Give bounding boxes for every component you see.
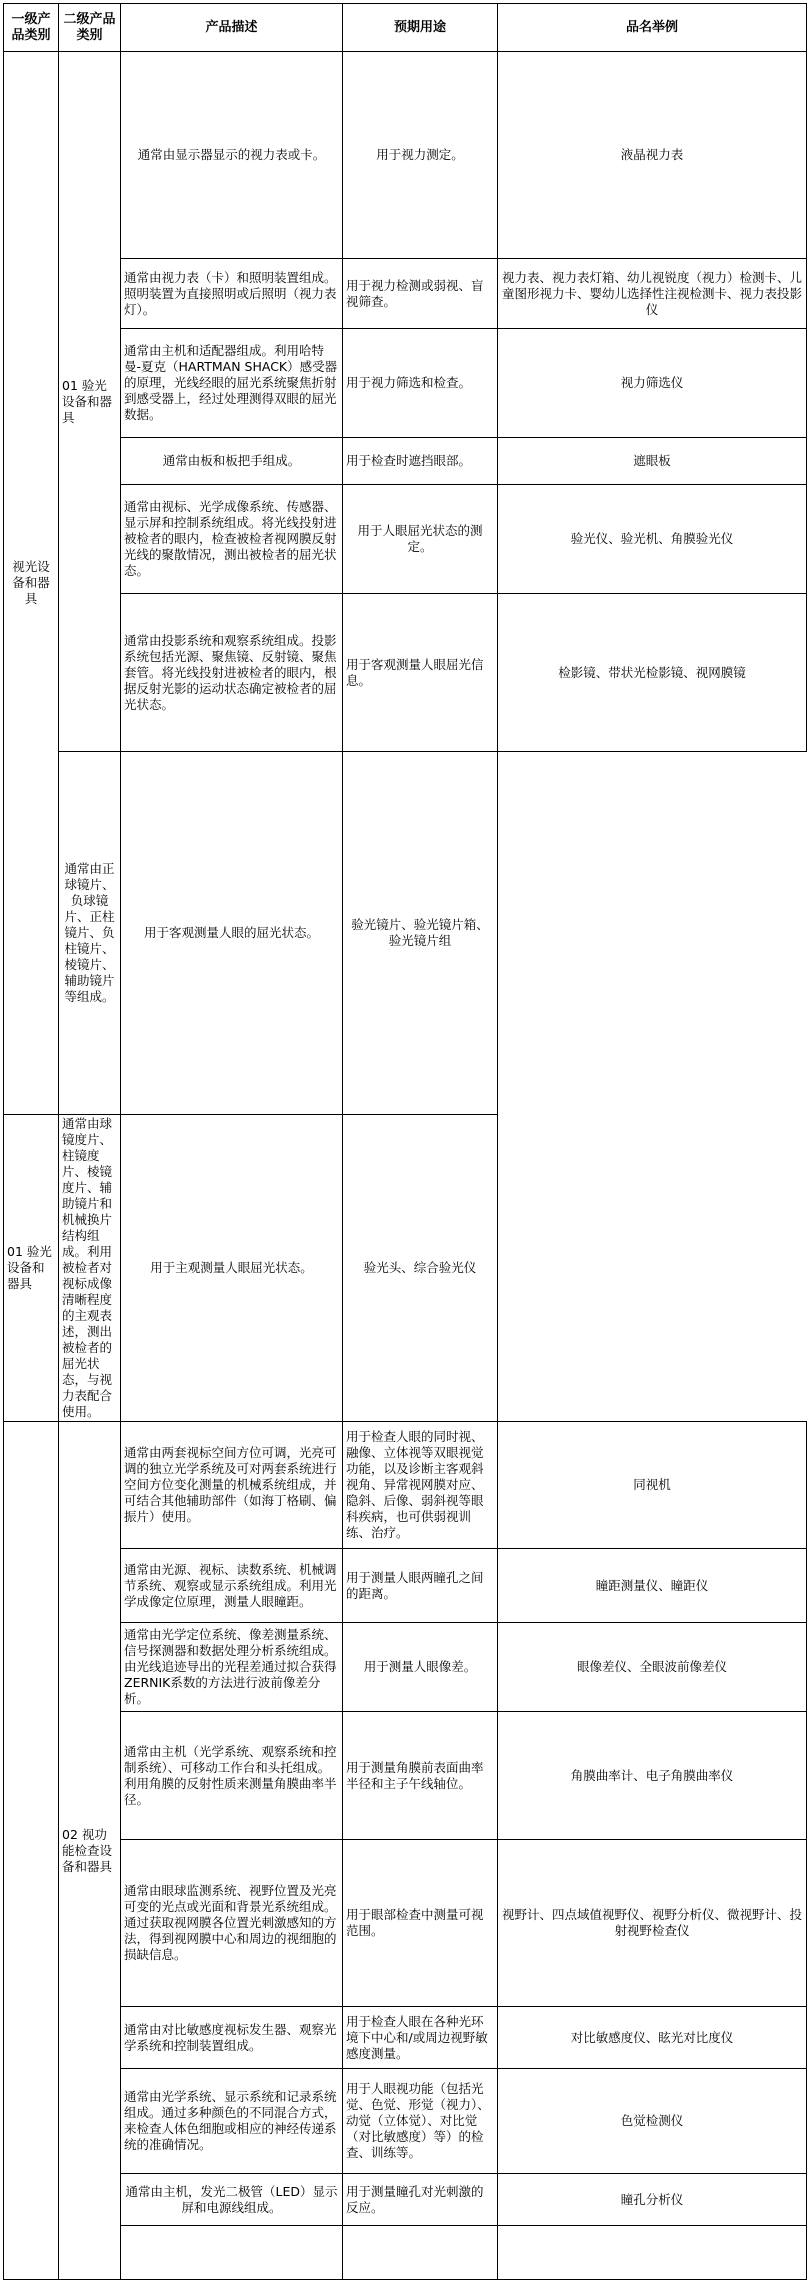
header-examples: 品名举例 (498, 4, 807, 52)
table-row (4, 2174, 807, 2226)
table-row (4, 259, 807, 329)
use-cell: 用于客观测量人眼的屈光状态。 (121, 752, 343, 1115)
examples-cell: 同视机 (498, 1422, 807, 1549)
table-row (4, 752, 807, 1115)
use-cell: 用于人眼视功能（包括光觉、色觉、形觉（视力）、动觉（立体觉）、对比觉（对比敏感度）等）的检查、训练等。 (343, 2069, 498, 2174)
use-cell: 用于检查时遮挡眼部。 (343, 438, 498, 485)
desc-cell: 通常由两套视标空间方位可调，光亮可调的独立光学系统及可对两套系统进行空间方位变化测量的机械系统组成，并可结合其他辅助部件（如海丁格刷、偏振片）使用。 (121, 1422, 343, 1549)
table-row (4, 1712, 807, 1840)
use-cell: 用于检查人眼的同时视、融像、立体视等双眼视觉功能，以及诊断主客观斜视角、异常视网膜对应、隐斜、后像、弱斜视等眼科疾病，也可供弱视训练、治疗。 (343, 1422, 498, 1549)
table-row (4, 1115, 807, 1422)
desc-cell: 通常由眼球监测系统、视野位置及光亮可变的光点或光面和背景光系统组成。通过获取视网膜各位置光刺激感知的方法，得到视网膜中心和周边的视细胞的损缺信息。 (121, 1840, 343, 2007)
desc-cell: 通常由主机和适配器组成。利用哈特曼-夏克（HARTMAN SHACK）感受器的原理，光线经眼的屈光系统聚焦折射到感受器上，经过处理测得双眼的屈光数据。 (121, 329, 343, 438)
header-description: 产品描述 (121, 4, 343, 52)
desc-cell: 通常由板和板把手组成。 (121, 438, 343, 485)
use-cell: 用于客观测量人眼屈光信息。 (343, 594, 498, 752)
examples-cell: 验光仪、验光机、角膜验光仪 (498, 485, 807, 594)
group-cell: 02 视功能检查设备和器具 (59, 1422, 121, 2280)
examples-cell: 对比敏感度仪、眩光对比度仪 (498, 2007, 807, 2069)
desc-cell (121, 2226, 343, 2280)
examples-cell: 瞳孔分析仪 (498, 2174, 807, 2226)
use-cell: 用于视力筛选和检查。 (343, 329, 498, 438)
use-cell: 用于测量人眼像差。 (343, 1623, 498, 1712)
level1-cell: 视光设备和器具 (4, 52, 59, 1115)
desc-cell: 通常由光学定位系统、像差测量系统、信号探测器和数据处理分析系统组成。由光线追迹导出的光程差通过拟合获得ZERNIK系数的方法进行波前像差分析。 (121, 1623, 343, 1712)
table-row (4, 2007, 807, 2069)
desc-cell: 通常由正球镜片、负球镜片、正柱镜片、负柱镜片、棱镜片、辅助镜片等组成。 (59, 752, 121, 1115)
table-row (4, 1623, 807, 1712)
table-row (4, 2226, 807, 2280)
desc-cell: 通常由主机（光学系统、观察系统和控制系统）、可移动工作台和头托组成。利用角膜的反射性质来测量角膜曲率半径。 (121, 1712, 343, 1840)
desc-cell: 通常由投影系统和观察系统组成。投影系统包括光源、聚焦镜、反射镜、聚焦套管。将光线投射进被检者的眼内，根据反射光影的运动状态确定被检者的屈光状态。 (121, 594, 343, 752)
examples-cell: 液晶视力表 (498, 52, 807, 259)
examples-cell: 色觉检测仪 (498, 2069, 807, 2174)
table-row (4, 438, 807, 485)
table-row (4, 329, 807, 438)
examples-cell: 视野计、四点域值视野仪、视野分析仪、微视野计、投射视野检查仪 (498, 1840, 807, 2007)
use-cell: 用于主观测量人眼屈光状态。 (121, 1115, 343, 1422)
table-row (4, 1840, 807, 2007)
examples-cell: 验光头、综合验光仪 (343, 1115, 498, 1422)
table-row (4, 52, 807, 259)
group-cell: 01 验光设备和器具 (4, 1115, 59, 1422)
examples-cell: 遮眼板 (498, 438, 807, 485)
examples-cell: 视力筛选仪 (498, 329, 807, 438)
catalog-table (3, 3, 807, 2280)
use-cell: 用于眼部检查中测量可视范围。 (343, 1840, 498, 2007)
header-level2: 二级产品类别 (59, 4, 121, 52)
examples-cell: 眼像差仪、全眼波前像差仪 (498, 1623, 807, 1712)
examples-cell: 瞳距测量仪、瞳距仪 (498, 1549, 807, 1623)
desc-cell: 通常由视标、光学成像系统、传感器、显示屏和控制系统组成。将光线投射进被检者的眼内，检查被检者视网膜反射光线的聚散情况，测出被检者的屈光状态。 (121, 485, 343, 594)
header-level1: 一级产品类别 (4, 4, 59, 52)
examples-cell (498, 2226, 807, 2280)
desc-cell: 通常由球镜度片、柱镜度片、棱镜度片、辅助镜片和机械换片结构组成。利用被检者对视标成像清晰程度的主观表述，测出被检者的屈光状态，与视力表配合使用。 (59, 1115, 121, 1422)
use-cell: 用于检查人眼在各种光环境下中心和/或周边视野敏感度测量。 (343, 2007, 498, 2069)
use-cell: 用于视力检测或弱视、盲视筛查。 (343, 259, 498, 329)
table-row (4, 2069, 807, 2174)
desc-cell: 通常由主机，发光二极管（LED）显示屏和电源线组成。 (121, 2174, 343, 2226)
desc-cell: 通常由光源、视标、读数系统、机械调节系统、观察或显示系统组成。利用光学成像定位原理，测量人眼瞳距。 (121, 1549, 343, 1623)
table-row (4, 1422, 807, 1549)
examples-cell: 验光镜片、验光镜片箱、验光镜片组 (343, 752, 498, 1115)
desc-cell: 通常由对比敏感度视标发生器、观察光学系统和控制装置组成。 (121, 2007, 343, 2069)
table-row (4, 485, 807, 594)
table-row (4, 1549, 807, 1623)
use-cell (343, 2226, 498, 2280)
table-row (4, 594, 807, 752)
desc-cell: 通常由显示器显示的视力表或卡。 (121, 52, 343, 259)
desc-cell: 通常由视力表（卡）和照明装置组成。照明装置为直接照明或后照明（视力表灯）。 (121, 259, 343, 329)
examples-cell: 角膜曲率计、电子角膜曲率仪 (498, 1712, 807, 1840)
examples-cell: 视力表、视力表灯箱、幼儿视锐度（视力）检测卡、儿童图形视力卡、婴幼儿选择性注视检测卡、视力表投影仪 (498, 259, 807, 329)
group-cell: 01 验光设备和器具 (59, 52, 121, 752)
header-row (4, 4, 807, 52)
use-cell: 用于人眼屈光状态的测定。 (343, 485, 498, 594)
header-intended-use: 预期用途 (343, 4, 498, 52)
examples-cell: 检影镜、带状光检影镜、视网膜镜 (498, 594, 807, 752)
use-cell: 用于视力测定。 (343, 52, 498, 259)
desc-cell: 通常由光学系统、显示系统和记录系统组成。通过多种颜色的不同混合方式，来检查人体色细胞或相应的神经传递系统的准确情况。 (121, 2069, 343, 2174)
level1-cell-continued (4, 1422, 59, 2280)
use-cell: 用于测量人眼两瞳孔之间的距离。 (343, 1549, 498, 1623)
use-cell: 用于测量角膜前表面曲率半径和主子午线轴位。 (343, 1712, 498, 1840)
use-cell: 用于测量瞳孔对光刺激的反应。 (343, 2174, 498, 2226)
